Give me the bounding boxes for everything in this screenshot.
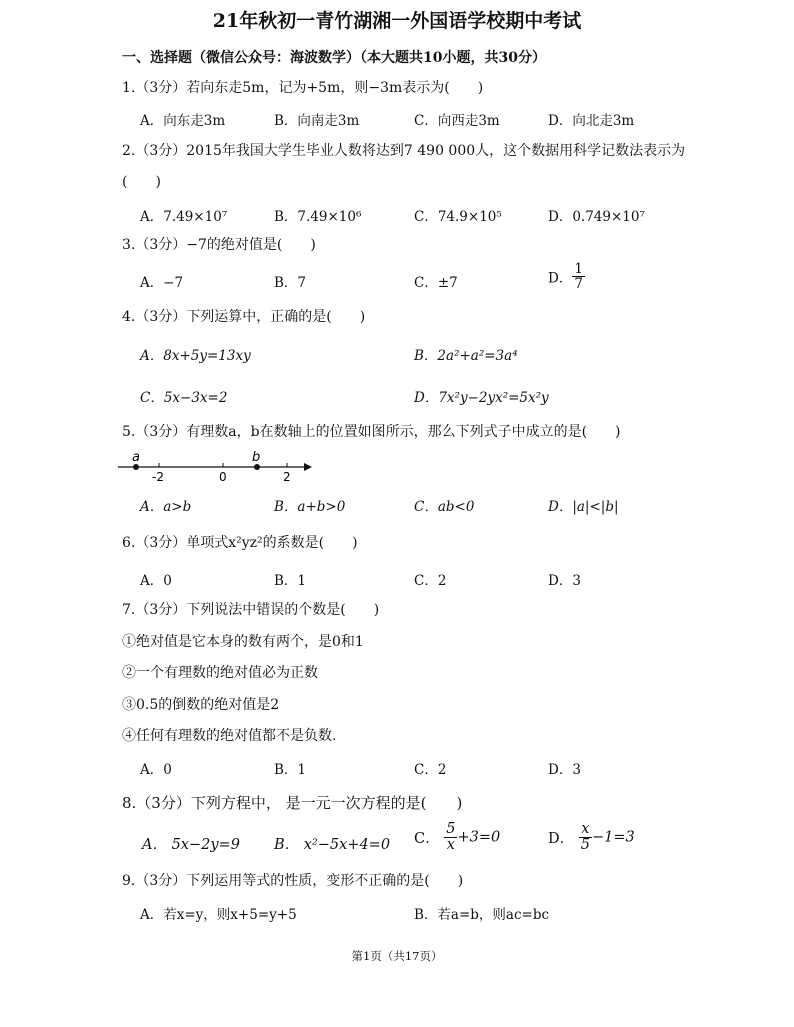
question-6-stem: 6.（3分）单项式x²yz²的系数是( ) xyxy=(122,535,358,551)
q8-option-c: C． $\frac{5}{x}$ +3=0 xyxy=(414,821,501,854)
q3-option-b: B．7 xyxy=(274,275,307,291)
number-line-figure xyxy=(118,449,318,485)
q9-option-a: A．若x=y，则x+5=y+5 xyxy=(140,907,297,923)
number-line-arrow xyxy=(304,463,312,471)
q2-option-a: A．7.49×10⁷ xyxy=(140,209,228,225)
q1-option-a: A．向东走3m xyxy=(140,113,226,129)
label-neg2: -2 xyxy=(152,470,164,484)
q7-option-c: C．2 xyxy=(414,762,447,778)
question-1-stem: 1.（3分）若向东走5m，记为+5m，则−3m表示为( ) xyxy=(122,80,484,96)
q7-statement-2: ②一个有理数的绝对值必为正数 xyxy=(122,665,318,681)
question-8-stem: 8.（3分）下列方程中， 是一元一次方程的是( ) xyxy=(122,794,463,812)
label-0: 0 xyxy=(219,470,227,484)
q6-option-a: A．0 xyxy=(140,573,172,589)
q5-option-d: D．|a|<|b| xyxy=(548,499,619,515)
q2-option-d: D．0.749×10⁷ xyxy=(548,209,645,225)
q4-option-b: B．2a²+a²=3a⁴ xyxy=(414,348,518,364)
question-5-stem: 5.（3分）有理数a，b在数轴上的位置如图所示，那么下列式子中成立的是( ) xyxy=(122,424,621,440)
q9-option-b: B．若a=b，则ac=bc xyxy=(414,907,550,923)
question-2-stem-cont: ( ) xyxy=(122,174,161,190)
q8-option-a: A． 5x−2y=9 xyxy=(142,837,240,853)
question-4-stem: 4.（3分）下列运算中，正确的是( ) xyxy=(122,309,366,325)
q7-option-a: A．0 xyxy=(140,762,172,778)
q5-option-b: B．a+b>0 xyxy=(274,499,346,515)
q2-option-b: B．7.49×10⁶ xyxy=(274,209,362,225)
page-title: 21年秋初一青竹湖湘一外国语学校期中考试 xyxy=(212,10,582,32)
fraction-x-over-5: $\frac{x}{5}$ xyxy=(580,821,590,854)
q7-option-d: D．3 xyxy=(548,762,581,778)
q5-option-c: C．ab<0 xyxy=(414,499,475,515)
q6-option-c: C．2 xyxy=(414,573,447,589)
q1-option-d: D．向北走3m xyxy=(548,113,635,129)
q5-option-a: A．a>b xyxy=(140,499,192,515)
q6-option-d: D．3 xyxy=(548,573,581,589)
q6-option-b: B．1 xyxy=(274,573,307,589)
q7-statement-4: ④任何有理数的绝对值都不是负数. xyxy=(122,728,337,744)
fraction-5-over-x: $\frac{5}{x}$ xyxy=(446,821,456,854)
question-3-stem: 3.（3分）−7的绝对值是( ) xyxy=(122,237,316,253)
page-footer: 第1页（共17页） xyxy=(351,949,443,963)
q2-option-c: C．74.9×10⁵ xyxy=(414,209,502,225)
q1-option-b: B．向南走3m xyxy=(274,113,360,129)
q1-option-c: C．向西走3m xyxy=(414,113,500,129)
question-9-stem: 9.（3分）下列运用等式的性质，变形不正确的是( ) xyxy=(122,873,464,889)
q3-option-c: C．±7 xyxy=(414,275,458,291)
section-heading: 一、选择题（微信公众号：海波数学）（本大题共10小题，共30分） xyxy=(122,50,546,66)
fraction: $\frac{1}{7}$ xyxy=(574,261,583,293)
label-b: b xyxy=(252,450,261,465)
q8-option-b: B． x²−5x+4=0 xyxy=(274,837,391,853)
q4-option-c: C．5x−3x=2 xyxy=(140,390,228,406)
question-7-stem: 7.（3分）下列说法中错误的个数是( ) xyxy=(122,602,380,618)
q7-option-b: B．1 xyxy=(274,762,307,778)
q4-option-d: D．7x²y−2yx²=5x²y xyxy=(414,390,549,406)
label-a: a xyxy=(132,450,140,465)
q8-option-d: D． $\frac{x}{5}$ −1=3 xyxy=(548,821,635,854)
q3-option-a: A．−7 xyxy=(140,275,184,291)
q7-statement-1: ①绝对值是它本身的数有两个，是0和1 xyxy=(122,634,364,650)
q7-statement-3: ③0.5的倒数的绝对值是2 xyxy=(122,697,280,713)
question-2-stem: 2.（3分）2015年我国大学生毕业人数将达到7 490 000人，这个数据用科学记数法表示为 xyxy=(122,143,686,159)
q4-option-a: A．8x+5y=13xy xyxy=(140,348,251,364)
label-2: 2 xyxy=(283,470,291,484)
q3-option-d: D． $\frac{1}{7}$ xyxy=(548,261,583,293)
